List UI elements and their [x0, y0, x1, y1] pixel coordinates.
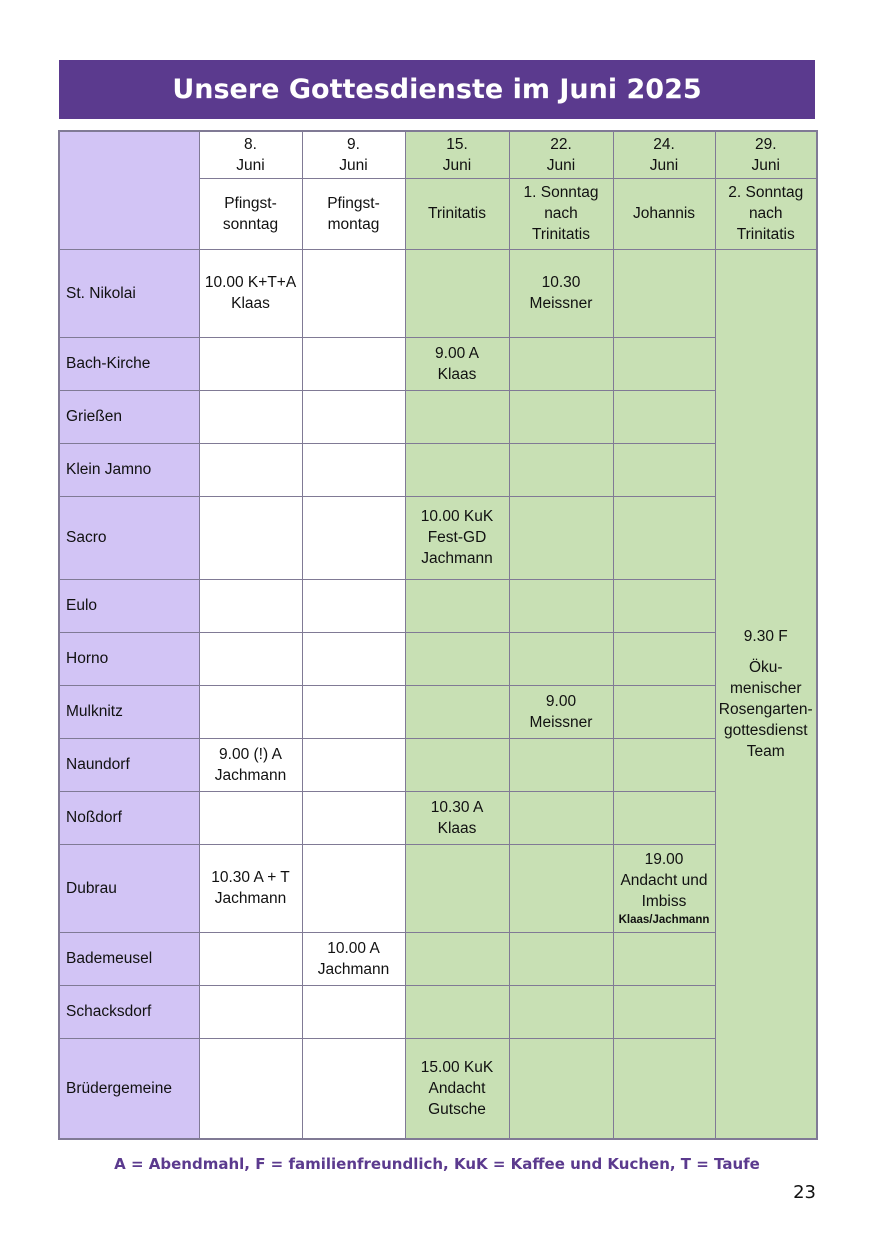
empty-cell	[199, 985, 302, 1038]
occasion-cell-8: Pfingst- sonntag	[199, 178, 302, 249]
empty-cell	[302, 496, 405, 579]
table-row	[59, 985, 817, 1038]
service-cell: 9.00 A Klaas	[405, 337, 509, 390]
occasion-cell-24: Johannis	[613, 178, 715, 249]
empty-cell	[613, 738, 715, 791]
table-row	[59, 337, 817, 390]
date-cell-29: 29. Juni	[715, 131, 817, 178]
empty-cell	[199, 390, 302, 443]
empty-cell	[509, 632, 613, 685]
empty-cell	[613, 1038, 715, 1139]
date-cell-8: 8. Juni	[199, 131, 302, 178]
empty-cell	[509, 985, 613, 1038]
table-row	[59, 791, 817, 844]
page-title: Unsere Gottesdienste im Juni 2025	[172, 74, 702, 105]
empty-cell	[199, 337, 302, 390]
service-cell: 10.00 A Jachmann	[302, 932, 405, 985]
empty-cell	[405, 844, 509, 932]
empty-cell	[302, 1038, 405, 1139]
empty-cell	[302, 791, 405, 844]
empty-cell	[613, 443, 715, 496]
empty-cell	[405, 443, 509, 496]
service-cell: 10.00 KuK Fest-GD Jachmann	[405, 496, 509, 579]
empty-cell	[613, 985, 715, 1038]
empty-cell	[613, 390, 715, 443]
empty-cell	[509, 443, 613, 496]
empty-cell	[613, 579, 715, 632]
location-label: Horno	[59, 632, 199, 685]
empty-cell	[405, 579, 509, 632]
empty-cell	[509, 932, 613, 985]
service-cell: 10.30 Meissner	[509, 249, 613, 337]
empty-cell	[302, 985, 405, 1038]
table-row	[59, 496, 817, 579]
empty-cell	[613, 932, 715, 985]
empty-cell	[199, 685, 302, 738]
empty-cell	[302, 579, 405, 632]
location-label: St. Nikolai	[59, 249, 199, 337]
empty-cell	[509, 844, 613, 932]
empty-cell	[509, 791, 613, 844]
location-label: Sacro	[59, 496, 199, 579]
empty-cell	[405, 390, 509, 443]
empty-cell	[199, 443, 302, 496]
location-label: Mulknitz	[59, 685, 199, 738]
empty-cell	[509, 337, 613, 390]
date-cell-24: 24. Juni	[613, 131, 715, 178]
occasion-cell-15: Trinitatis	[405, 178, 509, 249]
location-label: Eulo	[59, 579, 199, 632]
empty-cell	[405, 738, 509, 791]
empty-cell	[405, 932, 509, 985]
service-cell-ecumenical: 9.30 F Öku- menischer Rosengarten- gottesdienst Team	[715, 249, 817, 1139]
empty-cell	[302, 844, 405, 932]
empty-cell	[199, 932, 302, 985]
empty-cell	[199, 1038, 302, 1139]
empty-cell	[509, 1038, 613, 1139]
table-row	[59, 1038, 817, 1139]
empty-cell	[199, 632, 302, 685]
location-label: Dubrau	[59, 844, 199, 932]
empty-cell	[509, 496, 613, 579]
location-label: Brüdergemeine	[59, 1038, 199, 1139]
date-cell-22: 22. Juni	[509, 131, 613, 178]
table-row	[59, 844, 817, 932]
date-header-row	[59, 131, 817, 178]
service-schedule-table	[58, 130, 818, 1140]
page-number: 23	[793, 1182, 816, 1203]
location-label: Naundorf	[59, 738, 199, 791]
table-row	[59, 685, 817, 738]
service-cell: 9.00 (!) A Jachmann	[199, 738, 302, 791]
date-cell-15: 15. Juni	[405, 131, 509, 178]
empty-cell	[199, 496, 302, 579]
empty-cell	[302, 685, 405, 738]
location-label: Grießen	[59, 390, 199, 443]
table-row	[59, 249, 817, 337]
table-row	[59, 932, 817, 985]
table-row	[59, 738, 817, 791]
location-label: Noßdorf	[59, 791, 199, 844]
empty-cell	[302, 337, 405, 390]
table-row	[59, 632, 817, 685]
empty-cell	[509, 390, 613, 443]
service-cell: 15.00 KuK Andacht Gutsche	[405, 1038, 509, 1139]
officiant-names: Klaas/Jachmann	[618, 913, 710, 926]
empty-cell	[405, 249, 509, 337]
empty-cell	[613, 791, 715, 844]
empty-cell	[302, 249, 405, 337]
corner-cell	[59, 131, 199, 249]
empty-cell	[199, 791, 302, 844]
empty-cell	[302, 443, 405, 496]
table-row	[59, 579, 817, 632]
empty-cell	[613, 632, 715, 685]
occasion-cell-22: 1. Sonntag nach Trinitatis	[509, 178, 613, 249]
empty-cell	[405, 632, 509, 685]
empty-cell	[613, 337, 715, 390]
location-label: Bach-Kirche	[59, 337, 199, 390]
abbreviation-legend: A = Abendmahl, F = familienfreundlich, KuK = Kaffee und Kuchen, T = Taufe	[114, 1155, 760, 1173]
service-cell: 10.00 K+T+A Klaas	[199, 249, 302, 337]
service-cell: 9.00 Meissner	[509, 685, 613, 738]
empty-cell	[199, 579, 302, 632]
title-banner	[59, 60, 815, 119]
empty-cell	[302, 738, 405, 791]
empty-cell	[613, 496, 715, 579]
empty-cell	[509, 738, 613, 791]
empty-cell	[613, 685, 715, 738]
location-label: Schacksdorf	[59, 985, 199, 1038]
empty-cell	[405, 985, 509, 1038]
empty-cell	[405, 685, 509, 738]
location-label: Klein Jamno	[59, 443, 199, 496]
empty-cell	[302, 390, 405, 443]
empty-cell	[509, 579, 613, 632]
table-row	[59, 390, 817, 443]
occasion-cell-9: Pfingst- montag	[302, 178, 405, 249]
service-cell: 10.30 A Klaas	[405, 791, 509, 844]
empty-cell	[613, 249, 715, 337]
location-label: Bademeusel	[59, 932, 199, 985]
date-cell-9: 9. Juni	[302, 131, 405, 178]
occasion-cell-29: 2. Sonntag nach Trinitatis	[715, 178, 817, 249]
empty-cell	[302, 632, 405, 685]
table-row	[59, 443, 817, 496]
service-cell: 10.30 A + T Jachmann	[199, 844, 302, 932]
service-cell: 19.00 Andacht und Imbiss Klaas/Jachmann	[613, 844, 715, 932]
